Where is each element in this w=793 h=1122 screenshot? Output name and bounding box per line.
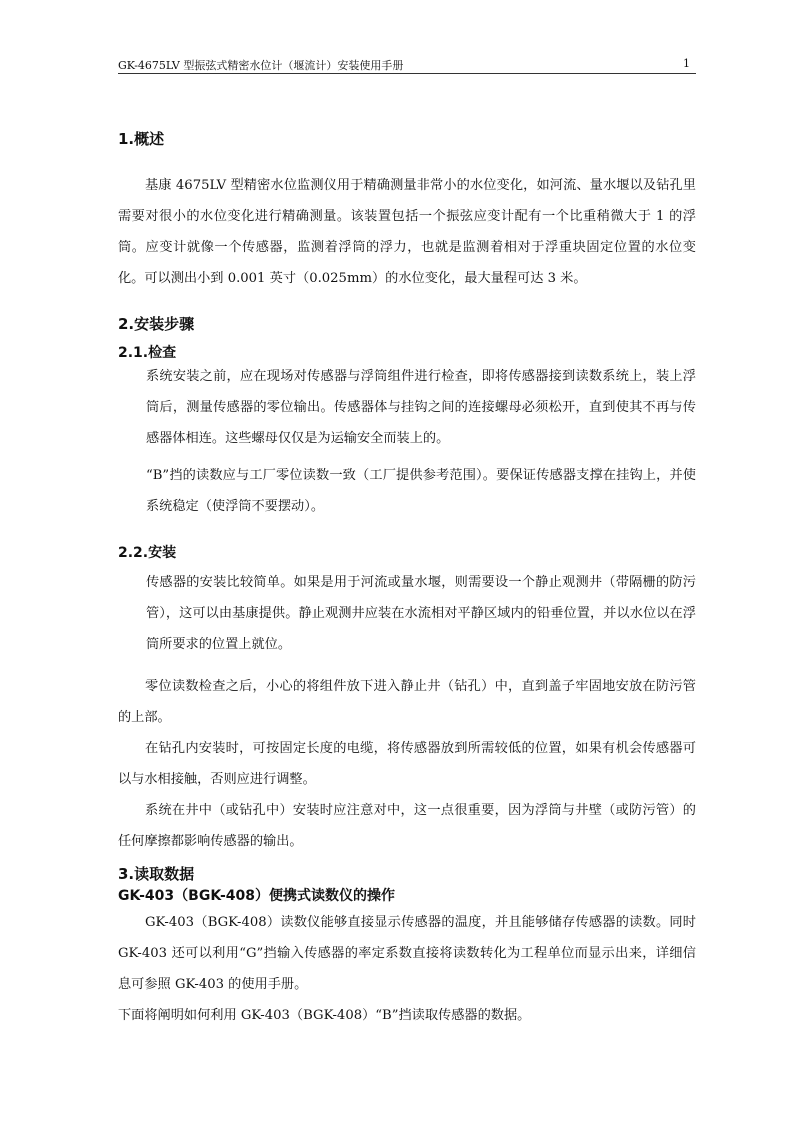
section-3-paragraph-2: 下面将阐明如何利用 GK-403（BGK-408）“B”挡读取传感器的数据。 [118,1008,531,1023]
section-3-subtitle: GK-403（BGK-408）便携式读数仪的操作 [118,888,395,904]
page-number: 1 [683,57,690,70]
section-2-2-paragraph-4: 系统在井中（或钻孔中）安装时应注意对中，这一点很重要，因为浮筒与井壁（或防污管）的任何摩擦都影响传感器的输出。 [118,803,696,849]
section-2-2-title: 2.2.安装 [118,545,177,561]
page-header [118,57,696,74]
section-2-2-paragraph-2: 零位读数检查之后，小心的将组件放下进入静止井（钻孔）中，直到盖子牢固地安放在防污管的上部。 [118,679,696,725]
section-2-2-paragraph-1: 传感器的安装比较简单。如果是用于河流或量水堰，则需要设一个静止观测井（带隔栅的防污管），这可以由基康提供。静止观测井应装在水流相对平静区域内的铅垂位置，并以水位以在浮筒所要求的位置上就位。 [146,575,696,652]
section-3-paragraph-1: GK-403（BGK-408）读数仪能够直接显示传感器的温度，并且能够储存传感器的读数。同时GK-403 还可以利用“G”挡输入传感器的率定系数直接将读数转化为工程单位而显示出来，详细信息可参照 GK-403 的使用手册。 [118,915,696,992]
section-2-2-paragraph-3: 在钻孔内安装时，可按固定长度的电缆，将传感器放到所需较低的位置，如果有机会传感器可以与水相接触，否则应进行调整。 [118,741,696,787]
header-title: GK-4675LV 型振弦式精密水位计（堰流计）安装使用手册 [118,59,404,72]
section-3-title: 3.读取数据 [118,865,195,883]
section-1-title: 1.概述 [118,130,165,148]
section-2-1-title: 2.1.检查 [118,345,177,361]
section-1-paragraph: 基康 4675LV 型精密水位监测仪用于精确测量非常小的水位变化，如河流、量水堰以及钻孔里需要对很小的水位变化进行精确测量。该装置包括一个振弦应变计配有一个比重稍微大于 1 的浮筒。应变计就像一个传感器，监测着浮筒的浮力，也就是监测着相对于浮重块固定位置的水位变化。可以测出小到 0.001 英寸（0.025mm）的水位变化，最大量程可达 3 米。 [118,178,696,286]
section-2-1-paragraph-2: “B”挡的读数应与工厂零位读数一致（工厂提供参考范围）。要保证传感器支撑在挂钩上，并使系统稳定（使浮筒不要摆动）。 [146,468,696,514]
section-2-1-paragraph-1: 系统安装之前，应在现场对传感器与浮筒组件进行检查，即将传感器接到读数系统上，装上浮筒后，测量传感器的零位输出。传感器体与挂钩之间的连接螺母必须松开，直到使其不再与传感器体相连。这些螺母仅仅是为运输安全而装上的。 [146,369,696,446]
section-2-title: 2.安装步骤 [118,315,195,333]
